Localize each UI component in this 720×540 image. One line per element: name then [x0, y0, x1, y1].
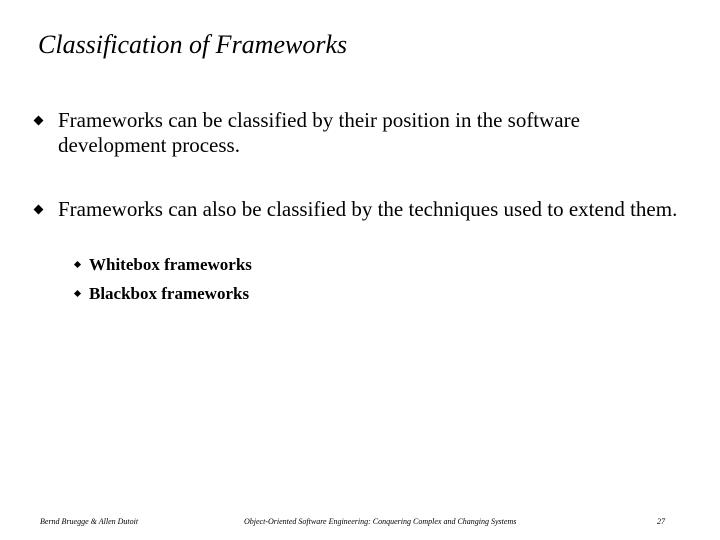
bullet-item: Frameworks can be classified by their position in the software development process. — [58, 108, 580, 157]
sub-bullet-icon — [74, 290, 81, 297]
sub-bullet-icon — [74, 261, 81, 268]
diamond-bullet-icon — [34, 116, 44, 126]
sub-bullet-item: Whitebox frameworks — [89, 255, 252, 274]
footer-authors: Bernd Bruegge & Allen Dutoit — [40, 517, 139, 526]
diamond-bullet-icon — [34, 205, 44, 215]
footer-course: Object-Oriented Software Engineering: Conquering Complex and Changing Systems — [244, 517, 517, 526]
page-number: 27 — [657, 517, 665, 526]
slide-title: Classification of Frameworks — [38, 30, 348, 59]
sub-bullet-item: Blackbox frameworks — [89, 284, 250, 303]
bullet-item: Frameworks can also be classified by the techniques used to extend them. — [58, 197, 678, 221]
